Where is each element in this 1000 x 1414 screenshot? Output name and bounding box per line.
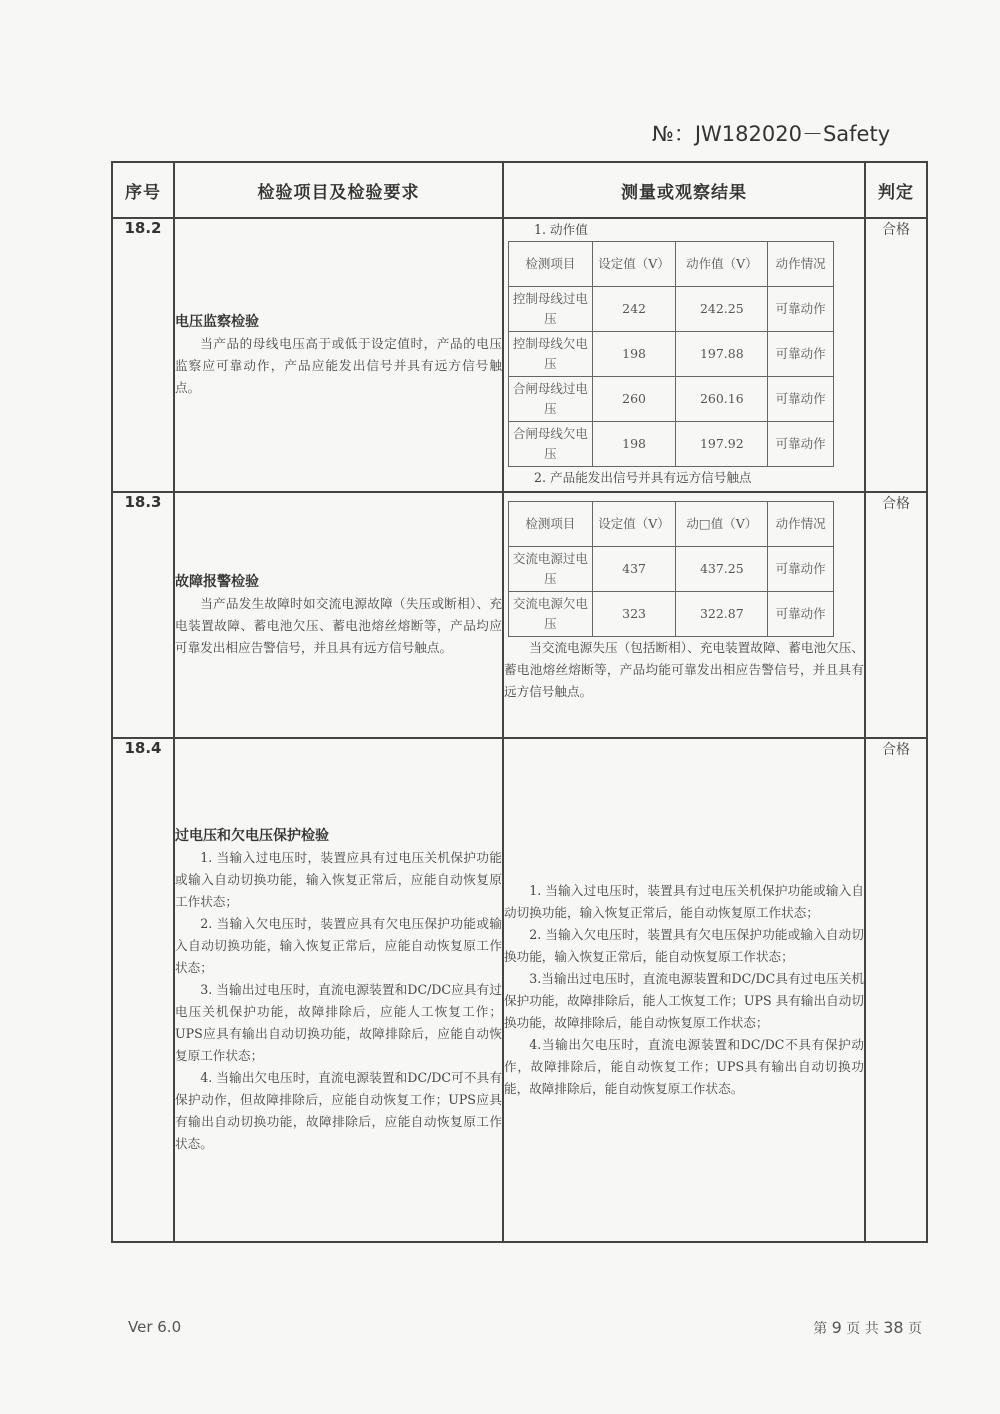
inner-cell: 242.25 (676, 287, 768, 332)
inner-header-row (509, 502, 834, 547)
requirement-cell (174, 218, 503, 492)
inner-cell: 可靠动作 (768, 287, 834, 332)
inner-cell: 437.25 (676, 547, 768, 592)
requirement-cell (174, 492, 503, 738)
inner-row (509, 287, 834, 332)
item-number: 18.4 (112, 738, 174, 1242)
inner-header: 动□值（V） (676, 502, 768, 547)
inner-cell: 197.92 (676, 422, 768, 467)
inner-cell: 可靠动作 (768, 422, 834, 467)
inner-header-row (509, 242, 834, 287)
requirement-text: 4. 当输出欠电压时，直流电源装置和DC/DC可不具有保护动作，但故障排除后，应能自动恢复工作；UPS应具有输出自动切换功能，故障排除后，应能自动恢复原工作状态。 (175, 1070, 502, 1151)
header-verdict: 判定 (865, 162, 927, 218)
header-seq: 序号 (112, 162, 174, 218)
requirement-text: 3. 当输出过电压时，直流电源装置和DC/DC应具有过电压关机保护功能，故障排除后，应能人工恢复工作；UPS应具有输出自动切换功能，故障排除后，应能自动恢复原工作状态； (175, 982, 502, 1063)
result-text: 4.当输出欠电压时，直流电源装置和DC/DC不具有保护动作，故障排除后，能自动恢复工作；UPS具有输出自动切换功能，故障排除后，能自动恢复原工作状态。 (504, 1037, 864, 1096)
result-cell (503, 738, 865, 1242)
table-row-18-4 (112, 738, 927, 1242)
inner-header: 动作值（V） (676, 242, 768, 287)
inner-cell: 合闸母线过电压 (509, 377, 593, 422)
result-note: 2. 产品能发出信号并具有远方信号触点 (534, 470, 752, 485)
table-header-row (112, 162, 927, 218)
page-total: 38 (883, 1318, 904, 1337)
page-current: 9 (831, 1318, 842, 1337)
alarm-value-table (508, 501, 834, 637)
inner-cell: 198 (592, 422, 676, 467)
result-text: 1. 当输入过电压时，装置具有过电压关机保护功能或输入自动切换功能，输入恢复正常后，能自动恢复原工作状态； (504, 883, 864, 920)
requirement-text: 当产品的母线电压高于或低于设定值时，产品的电压监察应可靠动作，产品应能发出信号并具有远方信号触点。 (175, 336, 502, 395)
result-cell (503, 492, 865, 738)
inner-row (509, 332, 834, 377)
header-result: 测量或观察结果 (503, 162, 865, 218)
table-row-18-3 (112, 492, 927, 738)
item-title: 故障报警检验 (175, 574, 259, 590)
inner-header: 动作情况 (768, 502, 834, 547)
requirement-text: 2. 当输入欠电压时，装置应具有欠电压保护功能或输入自动切换功能，输入恢复正常后，应能自动恢复原工作状态； (175, 916, 502, 975)
inner-cell: 323 (592, 592, 676, 637)
inner-header: 动作情况 (768, 242, 834, 287)
result-intro: 1. 动作值 (534, 222, 588, 237)
inner-row (509, 377, 834, 422)
item-title: 过电压和欠电压保护检验 (175, 828, 329, 844)
inner-row (509, 592, 834, 637)
item-title: 电压监察检验 (175, 314, 259, 330)
inner-cell: 322.87 (676, 592, 768, 637)
inner-cell: 260.16 (676, 377, 768, 422)
page-prefix: 第 (813, 1321, 828, 1337)
result-text: 2. 当输入欠电压时，装置具有欠电压保护功能或输入自动切换功能，输入恢复正常后，能自动恢复原工作状态； (504, 927, 864, 964)
requirement-text: 1. 当输入过电压时，装置应具有过电压关机保护功能或输入自动切换功能，输入恢复正常后，应能自动恢复原工作状态； (175, 850, 502, 909)
inner-row (509, 422, 834, 467)
requirement-cell (174, 738, 503, 1242)
action-value-table (508, 241, 834, 467)
version-label: Ver 6.0 (128, 1318, 182, 1336)
verdict: 合格 (865, 218, 927, 492)
verdict: 合格 (865, 492, 927, 738)
item-number: 18.2 (112, 218, 174, 492)
item-number: 18.3 (112, 492, 174, 738)
inner-cell: 交流电源欠电压 (509, 592, 593, 637)
page-mid: 页 共 (846, 1321, 879, 1337)
inner-cell: 260 (592, 377, 676, 422)
inner-header: 设定值（V） (592, 242, 676, 287)
inner-cell: 242 (592, 287, 676, 332)
table-row-18-2 (112, 218, 927, 492)
inner-cell: 可靠动作 (768, 547, 834, 592)
inner-cell: 交流电源过电压 (509, 547, 593, 592)
inner-row (509, 547, 834, 592)
header-item: 检验项目及检验要求 (174, 162, 503, 218)
inner-cell: 437 (592, 547, 676, 592)
verdict: 合格 (865, 738, 927, 1242)
document-number: №：JW182020－Safety (652, 122, 891, 146)
inner-header: 检测项目 (509, 502, 593, 547)
inner-cell: 可靠动作 (768, 377, 834, 422)
page-suffix: 页 (908, 1321, 922, 1337)
result-text: 3.当输出过电压时，直流电源装置和DC/DC具有过电压关机保护功能，故障排除后，能人工恢复工作；UPS 具有输出自动切换功能，故障排除后，能自动恢复原工作状态； (504, 971, 864, 1030)
inner-header: 检测项目 (509, 242, 593, 287)
inner-cell: 控制母线过电压 (509, 287, 593, 332)
requirement-text: 当产品发生故障时如交流电源故障（失压或断相）、充电装置故障、蓄电池欠压、蓄电池熔丝熔断等，产品均应可靠发出相应告警信号，并且具有远方信号触点。 (175, 596, 502, 655)
inner-header: 设定值（V） (592, 502, 676, 547)
result-note: 当交流电源失压（包括断相）、充电装置故障、蓄电池欠压、蓄电池熔丝熔断等，产品均能可靠发出相应告警信号，并且具有远方信号触点。 (504, 640, 864, 699)
inner-cell: 可靠动作 (768, 332, 834, 377)
inner-cell: 合闸母线欠电压 (509, 422, 593, 467)
inner-cell: 197.88 (676, 332, 768, 377)
inner-cell: 198 (592, 332, 676, 377)
page-indicator (742, 1318, 922, 1338)
inner-cell: 可靠动作 (768, 592, 834, 637)
inner-cell: 控制母线欠电压 (509, 332, 593, 377)
result-cell (503, 218, 865, 492)
inspection-table (111, 161, 928, 1243)
